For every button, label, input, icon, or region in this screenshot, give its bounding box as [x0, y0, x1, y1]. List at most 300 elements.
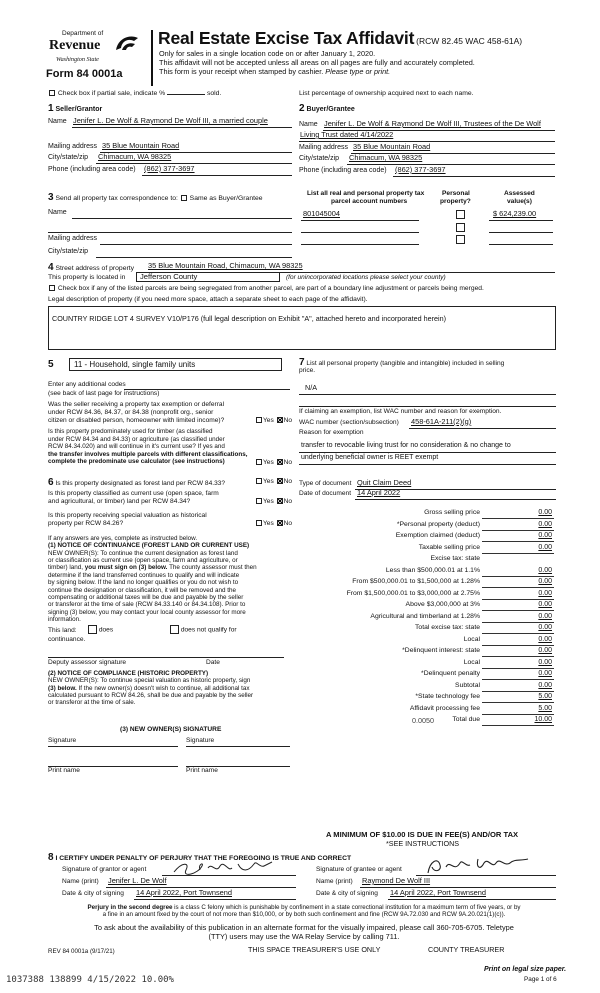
tax-row [300, 567, 554, 578]
grantor-date-row [62, 890, 296, 898]
form-title-row [158, 28, 522, 48]
assessed-row-3-line[interactable] [489, 235, 553, 245]
notice-continuance-l5: by signing below. If the land no longer qualifies or you do not wish to [48, 579, 239, 587]
tax-row-value: 0.00 [538, 589, 552, 597]
partial-sale-sold: sold. [206, 90, 222, 97]
grantee-date-label: Date & city of signing [316, 890, 378, 897]
tax-row-label: Affidavit processing fee [409, 704, 480, 712]
tax-row-label: Local [463, 635, 480, 643]
q-forest-no-checkbox[interactable] [277, 478, 283, 484]
section4-num: 4 [48, 262, 54, 273]
seller-phone-label: Phone (including area code) [48, 166, 136, 173]
assessed-row-2-line[interactable] [489, 223, 553, 233]
grantee-date-row [316, 890, 556, 898]
legal-label: Legal description of property (if you need more space, attach a separate sheet to each page of the affidavit). [48, 296, 368, 303]
notice-continuance-l1: NEW OWNER(S): To continue the current designation as forest land [48, 549, 238, 557]
q-current-use-no-checkbox[interactable] [277, 498, 283, 504]
doc-date-row [299, 490, 556, 498]
notice-continuance-l10: information. [48, 615, 81, 623]
tax-row-value: 0.00 [538, 543, 552, 551]
q-historic-b: property per RCW 84.26? [48, 519, 124, 527]
personal-property-line [299, 385, 556, 395]
perjury-notice [44, 904, 564, 919]
notice-historic-l4: or transferor at the time of sale. [48, 699, 136, 707]
buyer-phone-value[interactable]: (862) 377-3697 [395, 165, 446, 174]
tax-row-value: 5.00 [538, 693, 552, 700]
q-current-use-no: No [283, 498, 293, 505]
notice-continuance-l6: continue the designation or classification, it will be removed and the [48, 586, 236, 594]
q-current-use-yes: Yes [263, 498, 274, 505]
doc-date-label: Date of document [299, 490, 352, 497]
parcel-header-1a: List all real and personal property tax [307, 190, 425, 197]
perjury-text-1: is a class C felony which is punishable by confinement in a state correctional institution for a maximum term of five years, or by [172, 904, 521, 911]
q-exemption-answer [255, 417, 292, 425]
q-exemption-no-checkbox[interactable] [277, 417, 283, 423]
seller-city-row [48, 154, 292, 162]
dor-line3: Washington State [56, 56, 99, 63]
buyer-name-label: Name [299, 121, 318, 128]
buyer-city-row [299, 155, 555, 163]
section7-heading [299, 357, 504, 369]
tax-row-label: Total due [452, 716, 480, 723]
form-number: Form 84 0001a [46, 68, 123, 80]
tax-row [300, 670, 554, 681]
seller-num: 1 [48, 103, 54, 114]
q-timber-yes-checkbox[interactable] [256, 459, 262, 465]
parcel-header-3b: value(s) [507, 198, 532, 205]
section3-text: Send all property tax correspondence to: [55, 195, 178, 202]
tax-row-value: 5.00 [538, 704, 552, 712]
page-number: Page 1 of 6 [524, 976, 557, 983]
tax-row-value: 0.00 [538, 520, 552, 528]
section4-street-value[interactable]: 35 Blue Mountain Road, Chimacum, WA 98325 [148, 261, 303, 270]
legal-description-value: COUNTRY RIDGE LOT 4 SURVEY V10/P176 (full legal description on Exhibit "A", attached hereto and incorporated herein) [52, 314, 446, 323]
grantor-signature-icon [168, 858, 288, 880]
perjury-line-1 [44, 904, 564, 911]
ownership-note: List percentage of ownership acquired next to each name. [299, 90, 474, 97]
tax-row-value: 0.00 [538, 532, 552, 539]
subtitle-1: Only for sales in a single location code on or after January 1, 2020. [159, 49, 376, 58]
q-timber-no: No [283, 459, 293, 466]
notice-continuance-l3 [48, 564, 298, 571]
buyer-addr-label: Mailing address [299, 144, 349, 151]
parcel-header-2b: property? [440, 198, 471, 205]
tax-row [300, 682, 554, 693]
parcel-header-1b: parcel account numbers [331, 198, 408, 205]
grantee-name-value[interactable]: Raymond De Wolf III [362, 876, 431, 885]
q-timber-yes: Yes [263, 459, 274, 466]
tax-row-value: 0.00 [538, 601, 552, 608]
q-forest-yes-checkbox[interactable] [256, 478, 262, 484]
does-not-checkbox[interactable] [170, 625, 179, 634]
see-instructions-note: *SEE INSTRUCTIONS [386, 839, 460, 848]
q-current-use-b: and agricultural, or timber) land per RCW 84.34? [48, 497, 191, 505]
notice-continuance-heading: (1) NOTICE OF CONTINUANCE (FOREST LAND OR CURRENT USE) [48, 542, 250, 550]
buyer-name-value-2[interactable]: Living Trust dated 4/14/2022 [300, 130, 394, 139]
alt-format-line-2: (TTY) users may use the WA Relay Service by calling 711. [208, 931, 400, 941]
q-historic-a: Is this property receiving special valuation as historical [48, 512, 207, 519]
tax-row-label: Above $3,000,000 at 3% [405, 601, 480, 608]
minimum-due-note: A MINIMUM OF $10.00 IS DUE IN FEE(S) AND/OR TAX [326, 830, 519, 839]
q-historic-no-checkbox[interactable] [277, 520, 283, 526]
grantee-name-label: Name (print) [316, 878, 353, 885]
buyer-phone-label: Phone (including area code) [299, 167, 387, 174]
dor-line1: Department of [62, 30, 104, 37]
seller-city-label: City/state/zip [48, 154, 89, 161]
perjury-line-2: a fine in an amount fixed by the court of not more than $10,000, or by both such confinement and fine (RCW 9A.72.030 and RCW 9A.20.021(1)(c)). [102, 911, 506, 919]
tax-row-value: 0.00 [538, 566, 552, 574]
notice-historic-block [48, 670, 298, 707]
dor-logo [46, 28, 146, 86]
buyer-city-label: City/state/zip [299, 155, 340, 162]
parcel-header-3a: Assessed [504, 190, 535, 197]
section6-num: 6 [48, 477, 54, 488]
tax-row [300, 578, 554, 589]
land-use-select[interactable] [69, 358, 282, 371]
q-forest-yes: Yes [263, 478, 274, 485]
notice-continuance-l4: determine if the land transferred continues to qualify and will indicate [48, 571, 240, 579]
tax-row-value: 0.00 [538, 578, 552, 585]
dor-logo-icon [112, 32, 140, 54]
same-as-buyer-label: Same as Buyer/Grantee [189, 195, 263, 202]
wac-row [299, 419, 556, 427]
does-label: does [98, 626, 114, 634]
tax-row-label: *Delinquent interest: state [402, 647, 480, 654]
deputy-signature-label: Deputy assessor signature [48, 659, 127, 666]
q-exemption-c: citizen or disabled person, homeowner with limited income)? [48, 416, 225, 424]
wac-label: WAC number (section/subsection) [299, 419, 399, 426]
tax-row-value: 0.00 [538, 509, 552, 516]
tax-row-value: 0.00 [538, 624, 552, 631]
grantor-name-value[interactable]: Jenifer L. De Wolf [108, 876, 167, 885]
new-owner-signature-heading: (3) NEW OWNER(S) SIGNATURE [120, 726, 222, 733]
section3-city-row [48, 248, 292, 256]
q-current-use-answer [255, 498, 292, 506]
codes-line[interactable] [124, 381, 290, 390]
q-timber-c: RCW 84.34.020) and will continue in it's current use? If yes and [48, 443, 225, 451]
grantee-name-row [316, 878, 556, 886]
notice-historic-l1: NEW OWNER(S): To continue special valuation as historic property, sign [48, 677, 251, 685]
notice-historic-heading: (2) NOTICE OF COMPLIANCE (HISTORIC PROPERTY) [48, 670, 209, 677]
header-divider [151, 30, 153, 86]
tax-row-value: 10.00 [534, 716, 552, 723]
buyer-heading-text: Buyer/Grantee [306, 106, 355, 113]
owner-print-label-1: Print name [48, 767, 80, 774]
alt-format-notice [44, 924, 564, 941]
q-timber-no-checkbox[interactable] [277, 459, 283, 465]
alt-format-line-1: To ask about the availability of this publication in an alternate format for the visually impaired, please call 360-705-6705. Teletype [94, 923, 514, 932]
tax-row [300, 590, 554, 601]
tax-row-value: 0.00 [538, 647, 552, 654]
county-select-value: Jefferson County [140, 272, 198, 281]
this-land-label: This land: [48, 627, 77, 634]
tax-row [300, 555, 554, 566]
tax-row-value: 0.00 [538, 681, 552, 689]
tax-row [300, 613, 554, 624]
does-not-label: does not qualify for [180, 626, 237, 634]
section4-street-label: Street address of property [55, 265, 135, 272]
notice-historic-l2 [48, 685, 298, 692]
buyer-addr-row [299, 144, 555, 152]
grantor-name-row [62, 878, 296, 886]
q-exemption-yes-checkbox[interactable] [256, 417, 262, 423]
buyer-city-value[interactable]: Chimacum, WA 98325 [349, 153, 423, 162]
q-current-use-a: Is this property classified as current use (open space, farm [48, 490, 219, 497]
q-timber-a: Is this property predominately used for timber (as classified [48, 428, 213, 435]
section4-located-label: This property is located in [48, 274, 126, 281]
partial-sale-label: Check box if partial sale, indicate % [57, 90, 166, 97]
tax-row-label: Local [463, 658, 480, 666]
section3-city-line[interactable] [96, 248, 292, 258]
seller-phone-value[interactable]: (862) 377-3697 [144, 164, 195, 173]
tax-row [300, 636, 554, 647]
tax-row [300, 521, 554, 532]
buyer-addr-value[interactable]: 35 Blue Mountain Road [353, 142, 431, 151]
seller-addr-value[interactable]: 35 Blue Mountain Road [102, 141, 180, 150]
subtitle-3b: Please type or print. [325, 67, 391, 76]
notice-historic-l2b: If the new owner(s) doesn't wish to continue, all additional tax [76, 684, 250, 692]
recording-stamp: 1037388 138899 4/15/2022 10.00% [6, 975, 174, 985]
personal-property-value[interactable]: N/A [305, 383, 317, 392]
section3-name-row [48, 209, 292, 217]
section7-text-a: List all personal property (tangible and intangible) included in selling [306, 360, 505, 367]
q-timber-d: the transfer involves multiple parcels with different classifications, [48, 450, 248, 458]
grantor-sig-label: Signature of grantor or agent [62, 866, 147, 873]
tax-row-label: *State technology fee [415, 693, 480, 700]
deputy-signature-line[interactable] [48, 648, 284, 658]
tax-row-label: Total excise tax: state [415, 624, 480, 631]
subtitle-2: This affidavit will not be accepted unless all areas on all pages are fully and accurately completed. [159, 58, 475, 67]
does-not-option [170, 625, 237, 634]
county-note: (for unincorporated locations please select your county) [286, 274, 446, 281]
section8-num: 8 [48, 852, 54, 863]
notice-continuance-l3a: timber) land, [48, 564, 85, 572]
notice-continuance-l2: or classification as current use (open space, farm and agriculture, or [48, 557, 238, 565]
section5-num: 5 [48, 359, 54, 370]
grantee-signature-icon [418, 853, 548, 879]
notice-continuance-l3b: you must sign on (3) below. [84, 564, 168, 572]
legal-description-box[interactable] [48, 306, 556, 350]
section3-addr-line[interactable] [100, 235, 292, 245]
wac-value[interactable]: 458-61A-211(2)(g) [411, 417, 472, 426]
personal-property-checkbox-3[interactable] [456, 235, 465, 244]
notice-continuance-l3c: The county assessor must then [167, 564, 257, 572]
section3-heading [48, 192, 263, 204]
county-select[interactable] [136, 272, 280, 282]
seller-city-value[interactable]: Chimacum, WA 98325 [98, 152, 172, 161]
partial-sale-checkbox[interactable] [49, 90, 55, 96]
q-historic-no: No [283, 520, 293, 527]
reason-value-2[interactable]: underlying beneficial owner is REET exempt [301, 454, 439, 461]
tax-row [300, 509, 554, 520]
section3-name-line[interactable] [72, 209, 292, 219]
q-forest-answer [255, 478, 292, 486]
q-timber [48, 428, 247, 466]
partial-sale-row [48, 90, 221, 98]
tax-row [300, 544, 554, 555]
partial-sale-percent[interactable] [167, 94, 205, 95]
tax-row-label: *Personal property (deduct) [396, 520, 480, 528]
notice-historic-l2a: (3) below. [48, 684, 77, 692]
parcel-row-2-line[interactable] [301, 223, 419, 233]
q-exemption-no: No [283, 417, 293, 424]
personal-property-checkbox-2[interactable] [456, 223, 465, 232]
tax-row [300, 601, 554, 612]
local-rate-value[interactable]: 0.0050 [412, 716, 434, 725]
same-as-buyer-checkbox[interactable] [181, 195, 187, 201]
tax-row [300, 659, 554, 670]
notice-continuance-l9: signing (3) below, you may contact your local county assessor for more [48, 608, 246, 616]
grantee-date-value[interactable]: 14 April 2022, Port Townsend [390, 888, 487, 897]
tax-row [300, 647, 554, 658]
q-exemption-a: Was the seller receiving a property tax exemption or deferral [48, 401, 225, 408]
seller-name-value[interactable]: Jenifer L. De Wolf & Raymond De Wolf III, a married couple [73, 116, 268, 125]
codes-label-b: (see back of last page for instructions) [48, 390, 160, 397]
perjury-bold: Perjury in the second degree [87, 904, 173, 911]
segregated-label: Check box if any of the listed parcels are being segregated from another parcel, are part of a boundary line adjustment or parcels being merged. [57, 285, 484, 292]
section3-name-line-2[interactable] [48, 223, 292, 233]
buyer-num: 2 [299, 103, 305, 114]
seller-name-label: Name [48, 118, 67, 125]
subtitle-3 [159, 68, 390, 76]
segregated-checkbox[interactable] [49, 285, 55, 291]
does-option [88, 625, 113, 634]
q-timber-e: complete the predominate use calculator (see instructions) [48, 458, 225, 466]
section3-num: 3 [48, 192, 54, 203]
section7-text-b: price. [299, 367, 316, 374]
q-exemption [48, 401, 224, 425]
seller-phone-row [48, 166, 292, 174]
form-reference: (RCW 82.45 WAC 458-61A) [416, 36, 523, 46]
revision-label: REV 84 0001a (9/17/21) [48, 948, 115, 955]
section7-num: 7 [299, 357, 305, 368]
tax-row-value: 0.00 [538, 658, 552, 666]
q-historic-yes-checkbox[interactable] [256, 520, 262, 526]
tax-row-label: Taxable selling price [418, 543, 480, 551]
subtitle-3a: This form is your receipt when stamped by cashier. [159, 67, 326, 76]
seller-addr-label: Mailing address [48, 143, 98, 150]
deputy-date-label: Date [206, 659, 220, 666]
this-land-row [48, 627, 77, 635]
grantee-sig-label: Signature of grantee or agent [316, 866, 402, 873]
buyer-name-value-1[interactable]: Jenifer L. De Wolf & Raymond De Wolf III, Trustees of the De Wolf [324, 119, 541, 128]
grantor-date-label: Date & city of signing [62, 890, 124, 897]
seller-addr-row [48, 143, 292, 151]
notice-block [48, 535, 298, 623]
q-historic [48, 512, 207, 528]
segregated-row [48, 285, 484, 293]
notice-historic-l3: calculated pursuant to RCW 84.26, shall be due and payable by the seller [48, 692, 254, 700]
section3-name-label: Name [48, 209, 67, 216]
tax-row [300, 693, 554, 704]
owner-print-line-2[interactable] [186, 757, 290, 767]
tax-row-label: Exemption claimed (deduct) [395, 532, 480, 539]
tax-row [300, 624, 554, 635]
does-checkbox[interactable] [88, 625, 97, 634]
tax-row [300, 532, 554, 543]
reason-label: Reason for exemption [299, 429, 364, 436]
section4-located-row [48, 274, 125, 282]
owner-signature-label-1: Signature [48, 737, 77, 744]
doc-type-label: Type of document [299, 480, 352, 487]
dor-line2: Revenue [49, 38, 101, 53]
land-use-value: 11 - Household, single family units [74, 360, 196, 369]
owner-signature-label-2: Signature [186, 737, 215, 744]
section4-street-row [48, 262, 555, 274]
q-current-use [48, 490, 219, 506]
personal-property-checkbox-1[interactable] [456, 210, 465, 219]
buyer-heading [299, 103, 355, 115]
q-historic-yes: Yes [263, 520, 274, 527]
exemption-label: If claiming an exemption, list WAC number and reason for exemption. [299, 408, 502, 415]
seller-heading [48, 103, 102, 115]
tax-row-label: Gross selling price [424, 509, 480, 516]
tax-row-value: 0.00 [538, 612, 552, 620]
section3-addr-label: Mailing address [48, 235, 98, 242]
section3-city-label: City/state/zip [48, 248, 89, 255]
doc-date-value[interactable]: 14 April 2022 [357, 488, 401, 497]
tax-row-label: From $1,500,000.01 to $3,000,000 at 2.75% [346, 589, 480, 597]
county-treasurer-label: COUNTY TREASURER [428, 945, 505, 954]
q-historic-answer [255, 520, 292, 528]
notice-continuance-l7: compensating or additional taxes will be due and payable by the seller [48, 593, 244, 601]
personal-property-line-2[interactable] [299, 397, 556, 407]
doc-type-row [299, 480, 556, 488]
q-forest-no: No [283, 478, 293, 485]
if-yes-note: If any answers are yes, complete as instructed below. [48, 535, 198, 542]
form-title: Real Estate Excise Tax Affidavit [158, 28, 415, 48]
section3-addr-row [48, 235, 292, 243]
codes-label-a: Enter any additional codes [48, 381, 126, 388]
q-timber-answer [255, 459, 292, 467]
parcel-header-2a: Personal [442, 190, 470, 197]
doc-type-value[interactable]: Quit Claim Deed [357, 478, 412, 487]
seller-heading-text: Seller/Grantor [55, 106, 103, 113]
tax-row-label: Less than $500,000.01 at 1.1% [385, 566, 480, 574]
treasurer-use-label: THIS SPACE TREASURER'S USE ONLY [248, 945, 381, 954]
buyer-name-row [299, 121, 555, 129]
q-timber-b: under RCW 84.34 and 84.33) or agriculture (as classified under [48, 435, 225, 443]
grantor-date-value[interactable]: 14 April 2022, Port Townsend [136, 888, 233, 897]
buyer-phone-row [299, 167, 555, 175]
tax-row-label: Agricultural and timberland at 1.28% [370, 612, 480, 620]
certify-statement: I CERTIFY UNDER PENALTY OF PERJURY THAT THE FOREGOING IS TRUE AND CORRECT [55, 855, 352, 862]
seller-name-row [48, 118, 292, 126]
tax-row-label: Excise tax: state [430, 555, 480, 562]
legal-size-note: Print on legal size paper. [484, 966, 567, 973]
tax-row-label: Subtotal [455, 681, 480, 689]
notice-continuance-l8: or transferor at the time of sale (RCW 84.33.140 or 84.34.108). Prior to [48, 601, 246, 609]
owner-print-label-2: Print name [186, 767, 218, 774]
assessed-value-1[interactable]: $ 624,239.00 [493, 209, 537, 218]
tax-row-value: 0.00 [538, 670, 552, 677]
q-forest-text: Is this property designated as forest land per RCW 84.33? [55, 480, 226, 487]
parcel-number-1[interactable]: 801045004 [303, 209, 340, 218]
reason-value-1[interactable]: transfer to revocable living trust for no consideration & no change to [301, 442, 511, 449]
continuance-label: continuance. [48, 636, 86, 643]
q-current-use-yes-checkbox[interactable] [256, 498, 262, 504]
owner-print-line-1[interactable] [48, 757, 178, 767]
tax-row-value: 0.00 [538, 635, 552, 643]
q-exemption-yes: Yes [263, 417, 274, 424]
q-exemption-b: under RCW 84.36, 84.37, or 84.38 (nonprofit org., senior [48, 408, 214, 416]
parcel-row-3-line[interactable] [301, 235, 419, 245]
tax-row-label: From $500,000.01 to $1,500,000 at 1.28% [352, 578, 480, 585]
tax-row-label: *Delinquent penalty [421, 670, 480, 677]
tax-row [300, 705, 554, 716]
grantor-name-label: Name (print) [62, 878, 99, 885]
q-forest [48, 477, 225, 489]
